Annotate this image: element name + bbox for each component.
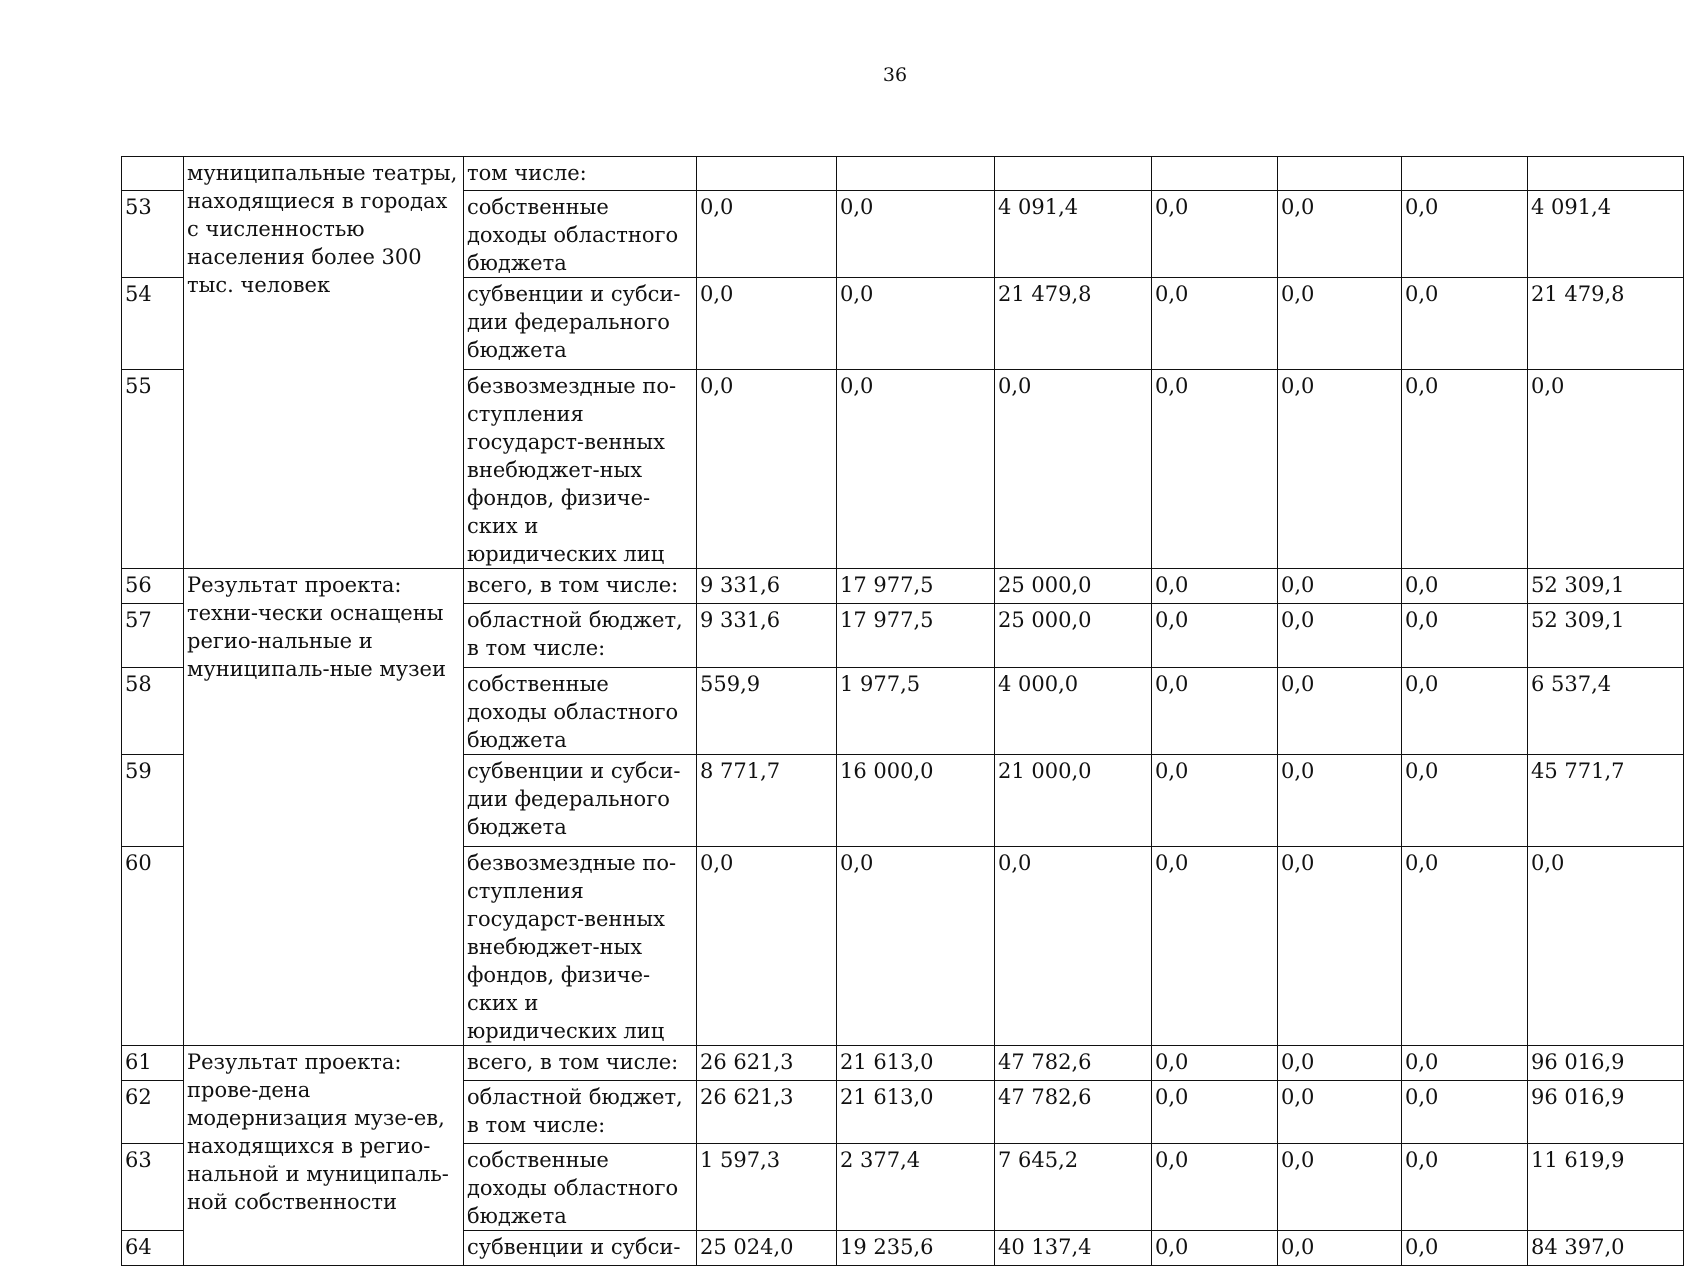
total-cell: 6 537,4 (1528, 668, 1684, 755)
value-cell: 0,0 (1278, 278, 1402, 370)
value-cell: 2 377,4 (837, 1144, 995, 1231)
value-cell: 0,0 (1152, 191, 1278, 278)
value-cell: 0,0 (697, 847, 837, 1046)
value-cell (837, 157, 995, 191)
value-cell: 0,0 (1278, 755, 1402, 847)
total-cell: 52 309,1 (1528, 604, 1684, 668)
total-cell: 96 016,9 (1528, 1081, 1684, 1144)
value-cell: 0,0 (1402, 1046, 1528, 1081)
total-cell: 21 479,8 (1528, 278, 1684, 370)
value-cell: 25 000,0 (995, 569, 1152, 604)
value-cell: 1 977,5 (837, 668, 995, 755)
value-cell: 7 645,2 (995, 1144, 1152, 1231)
value-cell: 17 977,5 (837, 604, 995, 668)
value-cell: 0,0 (1402, 278, 1528, 370)
funding-source: том числе: (464, 157, 697, 191)
value-cell: 8 771,7 (697, 755, 837, 847)
funding-source: собственные доходы областного бюджета (464, 191, 697, 278)
value-cell: 0,0 (1402, 1231, 1528, 1266)
funding-source: областной бюджет, в том числе: (464, 1081, 697, 1144)
value-cell: 0,0 (1402, 1144, 1528, 1231)
value-cell: 0,0 (1278, 1231, 1402, 1266)
row-number: 57 (122, 604, 184, 668)
total-cell: 52 309,1 (1528, 569, 1684, 604)
value-cell: 0,0 (1278, 1144, 1402, 1231)
value-cell: 21 613,0 (837, 1081, 995, 1144)
funding-source: собственные доходы областного бюджета (464, 1144, 697, 1231)
value-cell: 0,0 (1152, 847, 1278, 1046)
value-cell: 0,0 (1278, 1046, 1402, 1081)
value-cell: 0,0 (1152, 668, 1278, 755)
value-cell: 0,0 (995, 370, 1152, 569)
value-cell: 0,0 (1402, 569, 1528, 604)
total-cell: 0,0 (1528, 370, 1684, 569)
table-row (122, 157, 1684, 191)
row-number: 62 (122, 1081, 184, 1144)
value-cell (1402, 157, 1528, 191)
value-cell: 0,0 (1152, 569, 1278, 604)
budget-table (121, 156, 1684, 1266)
funding-source: субвенции и субси-дии федерального бюджета (464, 755, 697, 847)
value-cell: 0,0 (1402, 370, 1528, 569)
value-cell: 0,0 (1152, 370, 1278, 569)
table-body (122, 157, 1684, 1266)
row-number (122, 157, 184, 191)
value-cell: 0,0 (1278, 847, 1402, 1046)
funding-source: субвенции и субси-дии федерального бюджета (464, 278, 697, 370)
value-cell: 4 000,0 (995, 668, 1152, 755)
value-cell: 0,0 (1152, 604, 1278, 668)
total-cell: 45 771,7 (1528, 755, 1684, 847)
value-cell: 21 479,8 (995, 278, 1152, 370)
value-cell: 0,0 (837, 278, 995, 370)
value-cell: 9 331,6 (697, 569, 837, 604)
group-name: Результат проекта: прове-дена модернизация музе-ев, находящихся в регио-нальной и муниципаль-ной собственности (184, 1046, 464, 1266)
funding-source: безвозмездные по-ступления государст-венных внебюджет-ных фондов, физиче-ских и юридических лиц (464, 847, 697, 1046)
value-cell: 26 621,3 (697, 1046, 837, 1081)
row-number: 59 (122, 755, 184, 847)
funding-source: всего, в том числе: (464, 1046, 697, 1081)
value-cell: 0,0 (1278, 1081, 1402, 1144)
total-cell: 4 091,4 (1528, 191, 1684, 278)
value-cell: 0,0 (1278, 604, 1402, 668)
value-cell: 0,0 (697, 191, 837, 278)
value-cell: 25 000,0 (995, 604, 1152, 668)
value-cell: 0,0 (1278, 191, 1402, 278)
value-cell: 0,0 (1402, 755, 1528, 847)
value-cell: 0,0 (1152, 1081, 1278, 1144)
value-cell: 0,0 (1152, 755, 1278, 847)
row-number: 63 (122, 1144, 184, 1231)
value-cell: 0,0 (1402, 847, 1528, 1046)
total-cell: 0,0 (1528, 847, 1684, 1046)
value-cell: 1 597,3 (697, 1144, 837, 1231)
value-cell: 21 613,0 (837, 1046, 995, 1081)
table-row (122, 569, 1684, 604)
value-cell (995, 157, 1152, 191)
row-number: 54 (122, 278, 184, 370)
funding-source: безвозмездные по-ступления государст-венных внебюджет-ных фондов, физиче-ских и юридических лиц (464, 370, 697, 569)
funding-source: областной бюджет, в том числе: (464, 604, 697, 668)
group-name: муниципальные театры, находящиеся в городах с численностью населения более 300 тыс. человек (184, 157, 464, 569)
value-cell: 0,0 (1278, 668, 1402, 755)
value-cell: 17 977,5 (837, 569, 995, 604)
value-cell: 47 782,6 (995, 1046, 1152, 1081)
funding-source: собственные доходы областного бюджета (464, 668, 697, 755)
row-number: 61 (122, 1046, 184, 1081)
value-cell: 559,9 (697, 668, 837, 755)
row-number: 60 (122, 847, 184, 1046)
group-name: Результат проекта: техни-чески оснащены регио-нальные и муниципаль-ные музеи (184, 569, 464, 1046)
value-cell: 0,0 (1402, 604, 1528, 668)
value-cell (1152, 157, 1278, 191)
value-cell (1278, 157, 1402, 191)
value-cell: 0,0 (1402, 668, 1528, 755)
value-cell: 0,0 (837, 191, 995, 278)
value-cell: 0,0 (1152, 1046, 1278, 1081)
value-cell: 26 621,3 (697, 1081, 837, 1144)
row-number: 64 (122, 1231, 184, 1266)
row-number: 55 (122, 370, 184, 569)
row-number: 53 (122, 191, 184, 278)
value-cell: 9 331,6 (697, 604, 837, 668)
value-cell: 0,0 (1152, 278, 1278, 370)
value-cell: 0,0 (697, 370, 837, 569)
page-number: 36 (882, 64, 908, 86)
value-cell: 0,0 (1152, 1231, 1278, 1266)
total-cell: 96 016,9 (1528, 1046, 1684, 1081)
funding-source: субвенции и субси- (464, 1231, 697, 1266)
table-row (122, 1046, 1684, 1081)
total-cell: 84 397,0 (1528, 1231, 1684, 1266)
value-cell: 21 000,0 (995, 755, 1152, 847)
row-number: 58 (122, 668, 184, 755)
value-cell: 16 000,0 (837, 755, 995, 847)
value-cell (697, 157, 837, 191)
value-cell: 40 137,4 (995, 1231, 1152, 1266)
total-cell (1528, 157, 1684, 191)
value-cell: 47 782,6 (995, 1081, 1152, 1144)
value-cell: 25 024,0 (697, 1231, 837, 1266)
total-cell: 11 619,9 (1528, 1144, 1684, 1231)
value-cell: 4 091,4 (995, 191, 1152, 278)
funding-source: всего, в том числе: (464, 569, 697, 604)
value-cell: 0,0 (697, 278, 837, 370)
value-cell: 0,0 (1278, 370, 1402, 569)
value-cell: 0,0 (995, 847, 1152, 1046)
value-cell: 0,0 (837, 847, 995, 1046)
value-cell: 0,0 (837, 370, 995, 569)
value-cell: 0,0 (1402, 191, 1528, 278)
row-number: 56 (122, 569, 184, 604)
value-cell: 0,0 (1278, 569, 1402, 604)
value-cell: 19 235,6 (837, 1231, 995, 1266)
value-cell: 0,0 (1152, 1144, 1278, 1231)
value-cell: 0,0 (1402, 1081, 1528, 1144)
